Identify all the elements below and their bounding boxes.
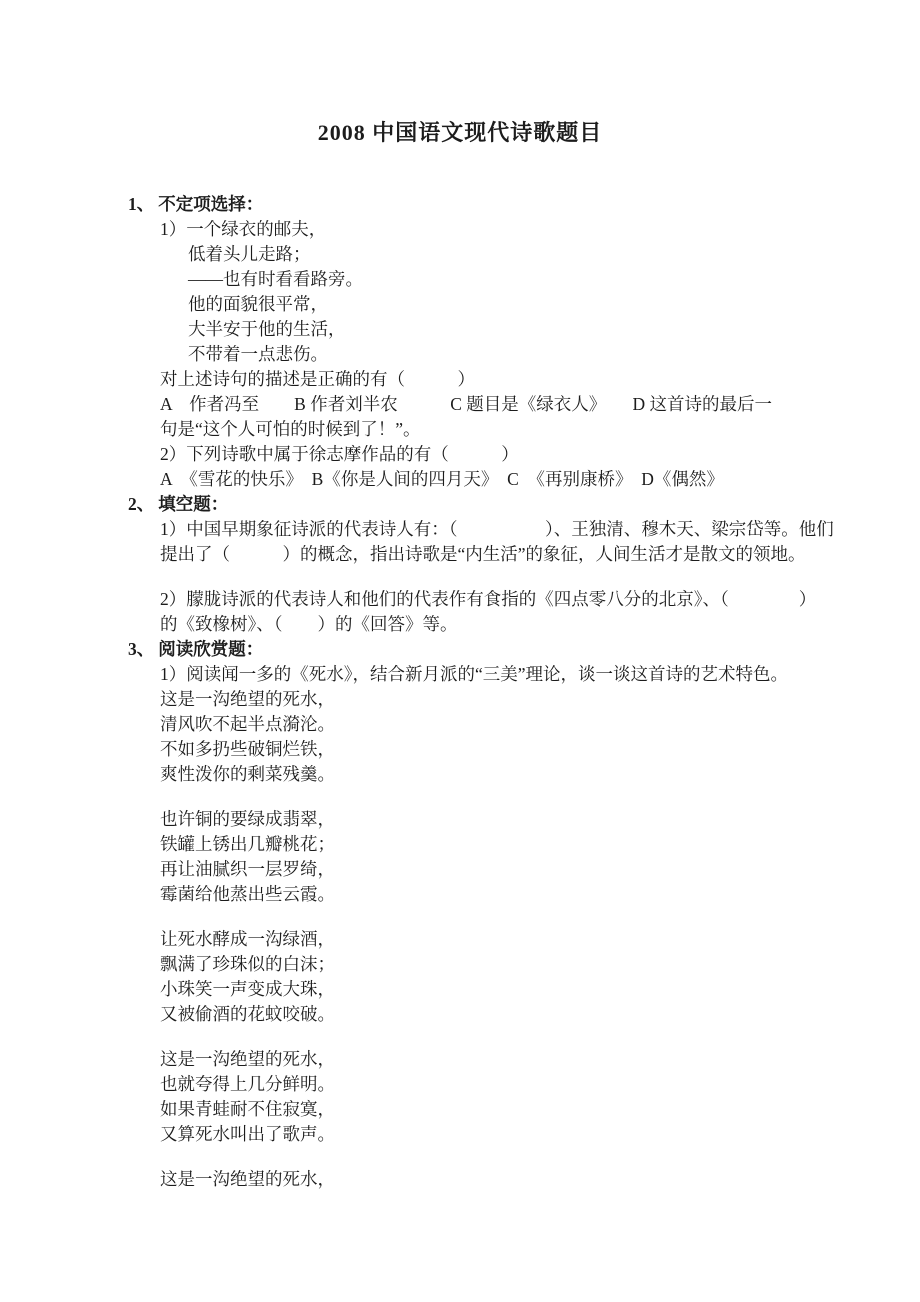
blank-line xyxy=(0,567,920,587)
fill-blank-line: 1）中国早期象征诗派的代表诗人有：（ ）、王独清、穆木天、梁宗岱等。他们 xyxy=(160,519,834,539)
poem-line: 如果青蛙耐不住寂寞， xyxy=(160,1099,335,1119)
section-2-number: 2、 xyxy=(128,494,155,514)
poem-line: 爽性泼你的剩菜残羹。 xyxy=(160,764,335,784)
options-line: A 作者冯至 B 作者刘半农 C 题目是《绿衣人》 D 这首诗的最后一 xyxy=(160,394,773,414)
section-3-number: 3、 xyxy=(128,639,155,659)
blank-line xyxy=(0,787,920,807)
question-line: 对上述诗句的描述是正确的有（ ） xyxy=(160,369,475,389)
section-1-label: 不定项选择： xyxy=(158,194,264,214)
fill-blank-line: 2）朦胧诗派的代表诗人和他们的代表作有食指的《四点零八分的北京》、（ ） xyxy=(160,589,817,609)
question-line: 1）阅读闻一多的《死水》，结合新月派的“三美”理论，谈一谈这首诗的艺术特色。 xyxy=(160,664,789,684)
section-3-label: 阅读欣赏题： xyxy=(158,639,264,659)
options-line: A 《雪花的快乐》 B《你是人间的四月天》 C 《再别康桥》 D《偶然》 xyxy=(160,469,724,489)
poem-line: 他的面貌很平常， xyxy=(188,294,328,314)
fill-blank-line: 提出了（ ）的概念，指出诗歌是“内生活”的象征，人间生活才是散文的领地。 xyxy=(160,544,806,564)
question-line: 2）下列诗歌中属于徐志摩作品的有（ ） xyxy=(160,444,519,464)
poem-line: 低着头儿走路； xyxy=(188,244,311,264)
poem-line: 1）一个绿衣的邮夫， xyxy=(160,219,327,239)
section-2-heading xyxy=(0,492,920,517)
poem-line: 这是一沟绝望的死水， xyxy=(160,689,335,709)
section-3-heading xyxy=(0,637,920,662)
poem-line: 铁罐上锈出几瓣桃花； xyxy=(160,834,335,854)
poem-line: 大半安于他的生活， xyxy=(188,319,346,339)
poem-line: 让死水酵成一沟绿酒， xyxy=(160,929,335,949)
poem-line: 这是一沟绝望的死水， xyxy=(160,1049,335,1069)
blank-line xyxy=(0,907,920,927)
section-1-heading xyxy=(0,192,920,217)
poem-line: 这是一沟绝望的死水， xyxy=(160,1169,335,1189)
poem-line: 不带着一点悲伤。 xyxy=(188,344,328,364)
poem-line: 不如多扔些破铜烂铁， xyxy=(160,739,335,759)
poem-line: 霉菌给他蒸出些云霞。 xyxy=(160,884,335,904)
poem-line: 也许铜的要绿成翡翠， xyxy=(160,809,335,829)
poem-line: ——也有时看看路旁。 xyxy=(188,269,363,289)
question-line: 句是“这个人可怕的时候到了！”。 xyxy=(160,419,421,439)
fill-blank-line: 的《致橡树》、（ ）的《回答》等。 xyxy=(160,614,458,634)
document-body xyxy=(0,192,920,1192)
poem-line: 清风吹不起半点漪沦。 xyxy=(160,714,335,734)
poem-line: 也就夸得上几分鲜明。 xyxy=(160,1074,335,1094)
blank-line xyxy=(0,1147,920,1167)
poem-line: 飘满了珍珠似的白沫； xyxy=(160,954,335,974)
poem-line: 又被偷酒的花蚊咬破。 xyxy=(160,1004,335,1024)
poem-line: 小珠笑一声变成大珠， xyxy=(160,979,335,999)
section-2-label: 填空题： xyxy=(158,494,229,514)
section-1-number: 1、 xyxy=(128,194,155,214)
poem-line: 再让油腻织一层罗绮， xyxy=(160,859,335,879)
poem-line: 又算死水叫出了歌声。 xyxy=(160,1124,335,1144)
page-title: 2008 中国语文现代诗歌题目 xyxy=(317,120,603,145)
blank-line xyxy=(0,1027,920,1047)
